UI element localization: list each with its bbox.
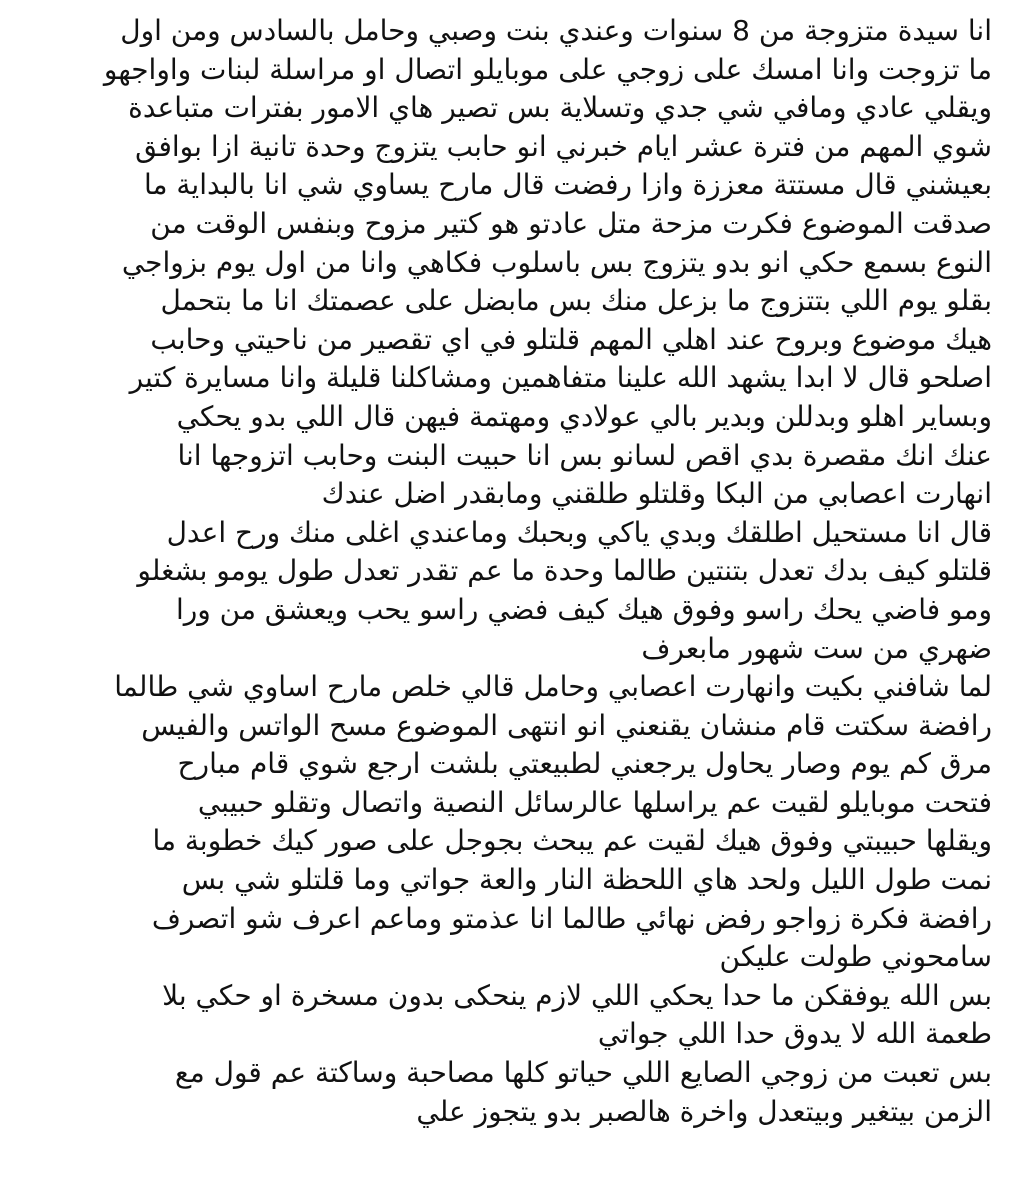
text-line: طعمة الله لا يدوق حدا اللي جواتي — [597, 1017, 992, 1051]
text-line: فتحت موبايلو لقيت عم يراسلها عالرسائل النصية واتصال وتقلو حبيبي — [197, 785, 992, 819]
text-line: بقلو يوم اللي بتتزوج ما بزعل منك بس مابضل على عصمتك انا ما بتحمل — [160, 284, 992, 318]
text-line: انهارت اعصابي من البكا وقلتلو طلقني ومابقدر اضل عندك — [321, 477, 992, 511]
text-line: نمت طول الليل ولحد هاي اللحظة النار والعة جواتي وما قلتلو شي بس — [181, 863, 992, 897]
text-line: بس تعبت من زوجي الصايع اللي حياتو كلها مصاحبة وساكتة عم قول مع — [174, 1056, 992, 1090]
text-line: ومو فاضي يحك راسو وفوق هيك كيف فضي راسو يحب ويعشق من ورا — [175, 592, 992, 626]
text-line: قلتلو كيف بدك تعدل بتنتين طالما وحدة ما عم تقدر تعدل طول يومو بشغلو — [137, 554, 992, 588]
text-line: رافضة سكتت قام منشان يقنعني انو انتهى الموضوع مسح الواتس والفيس — [141, 708, 992, 742]
text-line: سامحوني طولت عليكن — [719, 940, 992, 974]
text-line: النوع بسمع حكي انو بدو يتزوج بس باسلوب فكاهي وانا من اول يوم بزواجي — [121, 245, 992, 279]
text-line: ضهري من ست شهور مابعرف — [641, 631, 992, 665]
text-line: رافضة فكرة زواجو رفض نهائي طالما انا عذمتو وماعم اعرف شو اتصرف — [151, 901, 992, 935]
text-line: ما تزوجت وانا امسك على زوجي على موبايلو اتصال او مراسلة لبنات واواجهو — [103, 52, 992, 86]
text-line: عنك انك مقصرة بدي اقص لسانو بس انا حبيت البنت وحابب اتزوجها انا — [177, 438, 992, 472]
text-line: بعيشني قال مستتة معززة وازا رفضت قال مارح يساوي شي انا بالبداية ما — [143, 168, 992, 202]
text-line: لما شافني بكيت وانهارت اعصابي وحامل قالي خلص مارح اساوي شي طالما — [114, 670, 992, 704]
text-line: مرق كم يوم وصار يحاول يرجعني لطبيعتي بلشت ارجع شوي قام مبارح — [177, 747, 992, 781]
text-line: هيك موضوع وبروح عند اهلي المهم قلتلو في اي تقصير من ناحيتي وحابب — [150, 322, 992, 356]
text-line: اصلحو قال لا ابدا يشهد الله علينا متفاهمين ومشاكلنا قليلة وانا مسايرة كتير — [129, 361, 992, 395]
text-line: شوي المهم من فترة عشر ايام خبرني انو حابب يتزوج وحدة تانية ازا بوافق — [135, 129, 992, 163]
text-line: انا سيدة متزوجة من 8 سنوات وعندي بنت وصبي وحامل بالسادس ومن اول — [120, 14, 992, 47]
text-line: ويقلي عادي ومافي شي جدي وتسلاية بس تصير هاي الامور بفترات متباعدة — [128, 91, 992, 125]
post-text — [22, 12, 992, 1131]
text-line: صدقت الموضوع فكرت مزحة متل عادتو هو كتير مزوح وبنفس الوقت من — [150, 206, 992, 240]
text-line: بس الله يوفقكن ما حدا يحكي اللي لازم ينحكى بدون مسخرة او حكي بلا — [162, 978, 992, 1012]
text-line: وبساير اهلو وبدللن وبدير بالي عولادي ومهتمة فيهن قال اللي بدو يحكي — [176, 399, 992, 433]
text-line: ويقلها حبيبتي وفوق هيك لقيت عم يبحث بجوجل على صور كيك خطوبة ما — [152, 824, 992, 858]
text-line: الزمن بيتغير وبيتعدل واخرة هالصبر بدو يتجوز علي — [416, 1094, 992, 1128]
text-line: قال انا مستحيل اطلقك وبدي ياكي وبحبك وماعندي اغلى منك ورح اعدل — [166, 515, 992, 549]
